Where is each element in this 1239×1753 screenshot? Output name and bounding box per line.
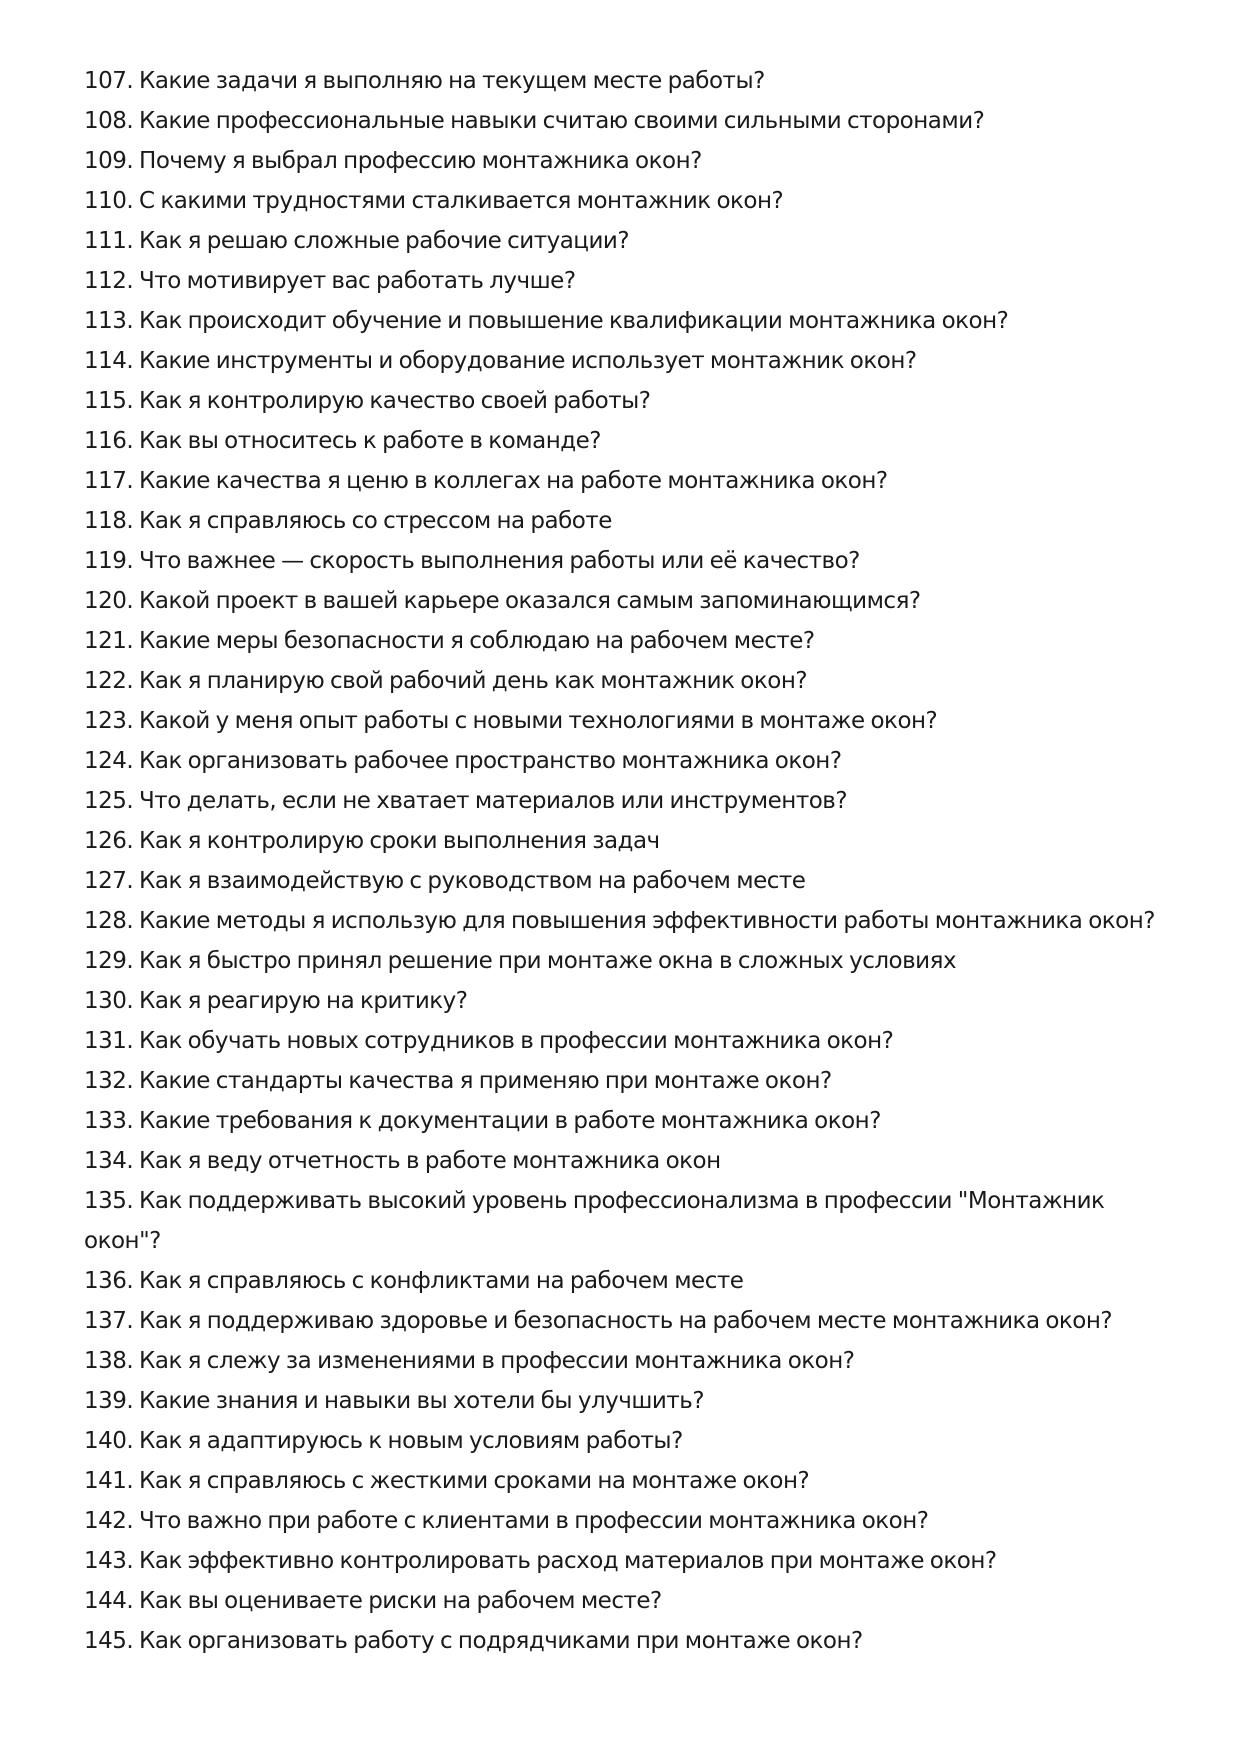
question-item: 112. Что мотивирует вас работать лучше? [84, 268, 576, 294]
question-item: 142. Что важно при работе с клиентами в профессии монтажника окон? [84, 1508, 929, 1534]
question-item: 143. Как эффективно контролировать расход материалов при монтаже окон? [84, 1548, 997, 1574]
question-item: 119. Что важнее — скорость выполнения работы или её качество? [84, 548, 860, 574]
question-item: 124. Как организовать рабочее пространство монтажника окон? [84, 748, 842, 774]
question-item: 129. Как я быстро принял решение при монтаже окна в сложных условиях [84, 948, 957, 974]
question-item: 133. Какие требования к документации в работе монтажника окон? [84, 1108, 881, 1134]
question-item: 111. Как я решаю сложные рабочие ситуации? [84, 228, 630, 254]
question-item: 128. Какие методы я использую для повышения эффективности работы монтажника окон? [84, 908, 1155, 934]
question-item: 137. Как я поддерживаю здоровье и безопасность на рабочем месте монтажника окон? [84, 1308, 1113, 1334]
question-item: 116. Как вы относитесь к работе в команде? [84, 428, 601, 454]
question-item: 141. Как я справляюсь с жесткими сроками на монтаже окон? [84, 1468, 810, 1494]
question-item: 145. Как организовать работу с подрядчиками при монтаже окон? [84, 1628, 863, 1654]
question-item: 136. Как я справляюсь с конфликтами на рабочем месте [84, 1268, 744, 1294]
question-item: 134. Как я веду отчетность в работе монтажника окон [84, 1148, 721, 1174]
question-item: 139. Какие знания и навыки вы хотели бы улучшить? [84, 1388, 705, 1414]
question-item: 126. Как я контролирую сроки выполнения задач [84, 828, 660, 854]
question-item: 114. Какие инструменты и оборудование использует монтажник окон? [84, 348, 917, 374]
question-item: 123. Какой у меня опыт работы с новыми технологиями в монтаже окон? [84, 708, 938, 734]
question-item: 109. Почему я выбрал профессию монтажника окон? [84, 148, 702, 174]
question-item: 138. Как я слежу за изменениями в профессии монтажника окон? [84, 1348, 855, 1374]
question-item: 140. Как я адаптируюсь к новым условиям работы? [84, 1428, 683, 1454]
question-item: 135. Как поддерживать высокий уровень профессионализма в профессии "Монтажник окон"? [84, 1188, 1105, 1254]
question-item: 125. Что делать, если не хватает материалов или инструментов? [84, 788, 848, 814]
question-item: 121. Какие меры безопасности я соблюдаю на рабочем месте? [84, 628, 815, 654]
question-item: 122. Как я планирую свой рабочий день как монтажник окон? [84, 668, 808, 694]
question-item: 144. Как вы оцениваете риски на рабочем месте? [84, 1588, 662, 1614]
question-item: 115. Как я контролирую качество своей работы? [84, 388, 651, 414]
question-item: 118. Как я справляюсь со стрессом на работе [84, 508, 612, 534]
question-item: 120. Какой проект в вашей карьере оказался самым запоминающимся? [84, 588, 921, 614]
question-item: 130. Как я реагирую на критику? [84, 988, 468, 1014]
question-item: 108. Какие профессиональные навыки считаю своими сильными сторонами? [84, 108, 985, 134]
question-item: 131. Как обучать новых сотрудников в профессии монтажника окон? [84, 1028, 894, 1054]
question-item: 113. Как происходит обучение и повышение квалификации монтажника окон? [84, 308, 1009, 334]
question-list [84, 61, 1164, 1661]
question-item: 127. Как я взаимодействую с руководством на рабочем месте [84, 868, 806, 894]
question-item: 132. Какие стандарты качества я применяю при монтаже окон? [84, 1068, 832, 1094]
question-item: 117. Какие качества я ценю в коллегах на работе монтажника окон? [84, 468, 888, 494]
question-item: 107. Какие задачи я выполняю на текущем месте работы? [84, 68, 765, 94]
question-item: 110. С какими трудностями сталкивается монтажник окон? [84, 188, 784, 214]
